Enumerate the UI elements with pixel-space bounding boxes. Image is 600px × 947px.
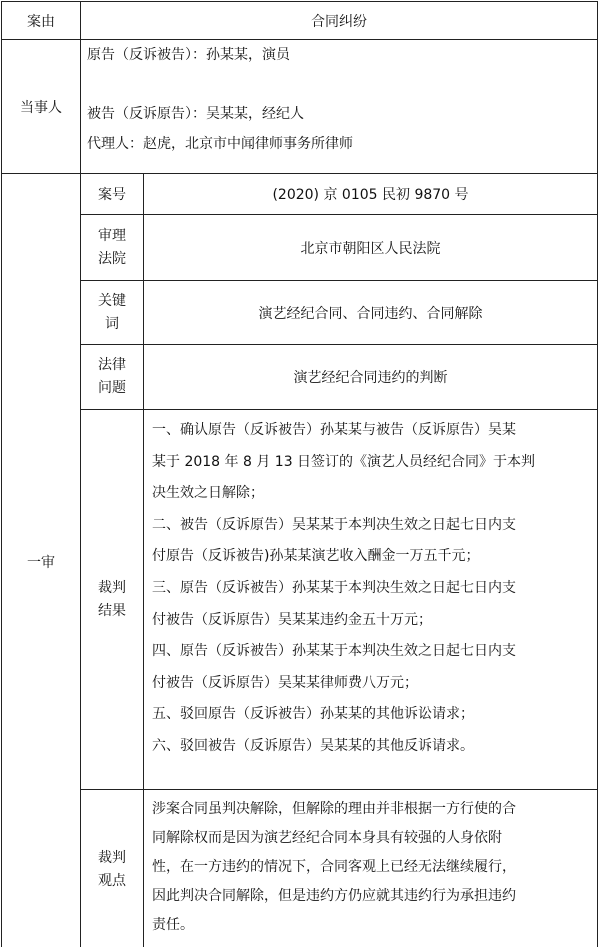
judgment-view-label-line1: 裁判: [98, 849, 126, 866]
parties-label: 当事人: [2, 40, 81, 174]
judgment-result-label-line2: 结果: [98, 602, 126, 619]
judgment-view-line: 涉案合同虽判决解除，但解除的理由并非根据一方行使的合: [152, 801, 516, 817]
judgment-result-line: 付被告（反诉原告）吴某某律师费八万元；: [152, 674, 418, 691]
case-number-value: (2020) 京 0105 民初 9870 号: [144, 174, 598, 215]
legal-issue-row: [2, 345, 598, 410]
judgment-view-label: [81, 790, 144, 947]
first-instance-label: 一审: [2, 174, 81, 947]
judgment-result-line: 二、被告（反诉原告）吴某某于本判决生效之日起七日内支: [152, 516, 516, 533]
keywords-value: 演艺经纪合同、合同违约、合同解除: [144, 281, 598, 345]
judgment-view-row: [2, 790, 598, 947]
judgment-result-label: [81, 410, 144, 790]
legal-issue-label-line1: 法律: [98, 357, 126, 373]
case-number-row: [2, 174, 598, 215]
legal-issue-value: 演艺经纪合同违约的判断: [144, 345, 598, 410]
keywords-label-line1: 关键: [98, 292, 126, 309]
cause-value: 合同纠纷: [81, 2, 598, 40]
legal-issue-label-line2: 问题: [98, 380, 126, 396]
judgment-result-line: 四、原告（反诉被告）孙某某于本判决生效之日起七日内支: [152, 643, 516, 660]
judgment-result-label-line1: 裁判: [98, 579, 126, 596]
judgment-result-line: 五、驳回原告（反诉被告）孙某某的其他诉讼请求；: [152, 706, 474, 723]
keywords-label-line2: 词: [105, 315, 119, 332]
judgment-result-line: 付被告（反诉原告）吴某某违约金五十万元；: [152, 611, 432, 628]
judgment-result-line: 某于 2018 年 8 月 13 日签订的《演艺人员经纪合同》于本判: [152, 453, 536, 470]
judgment-view-line: 性，在一方违约的情况下，合同客观上已经无法继续履行，: [152, 859, 516, 875]
court-label-line2: 法院: [98, 250, 126, 267]
court-label-line1: 审理: [98, 227, 126, 244]
parties-row: [2, 40, 598, 174]
judgment-view-line: 因此判决合同解除，但是违约方仍应就其违约行为承担违约: [152, 888, 516, 904]
keywords-label: [81, 281, 144, 345]
plaintiff-line: 原告（反诉被告）：孙某某，演员: [87, 47, 290, 63]
judgment-result-line: 三、原告（反诉被告）孙某某于本判决生效之日起七日内支: [152, 579, 516, 596]
court-label: [81, 215, 144, 281]
judgment-view-label-line2: 观点: [98, 872, 126, 889]
judgment-view-text: [144, 790, 598, 947]
judgment-result-line: 决生效之日解除；: [152, 485, 264, 502]
cause-row: [2, 2, 598, 40]
judgment-view-line: 责任。: [152, 917, 194, 933]
defendant-line: 被告（反诉原告）：吴某某，经纪人: [87, 106, 304, 122]
party-spacer: [87, 67, 591, 85]
cause-label: 案由: [2, 2, 81, 40]
parties-cell: [81, 40, 598, 174]
judgment-result-line: 六、驳回被告（反诉原告）吴某某的其他反诉请求。: [152, 737, 474, 754]
court-row: [2, 215, 598, 281]
keywords-row: [2, 281, 598, 345]
judgment-view-line: 同解除权而是因为演艺经纪合同本身具有较强的人身依附: [152, 830, 502, 846]
case-info-table: [1, 1, 598, 947]
case-number-label: 案号: [81, 174, 144, 215]
legal-issue-label: [81, 345, 144, 410]
judgment-result-line: 一、确认原告（反诉被告）孙某某与被告（反诉原告）吴某: [152, 422, 516, 438]
judgment-result-line: 付原告（反诉被告)孙某某演艺收入酬金一万五千元；: [152, 548, 480, 565]
court-value: 北京市朝阳区人民法院: [144, 215, 598, 281]
judgment-result-text: [144, 410, 598, 790]
judgment-result-row: [2, 410, 598, 790]
agent-line: 代理人：赵虎，北京市中闻律师事务所律师: [87, 136, 353, 152]
